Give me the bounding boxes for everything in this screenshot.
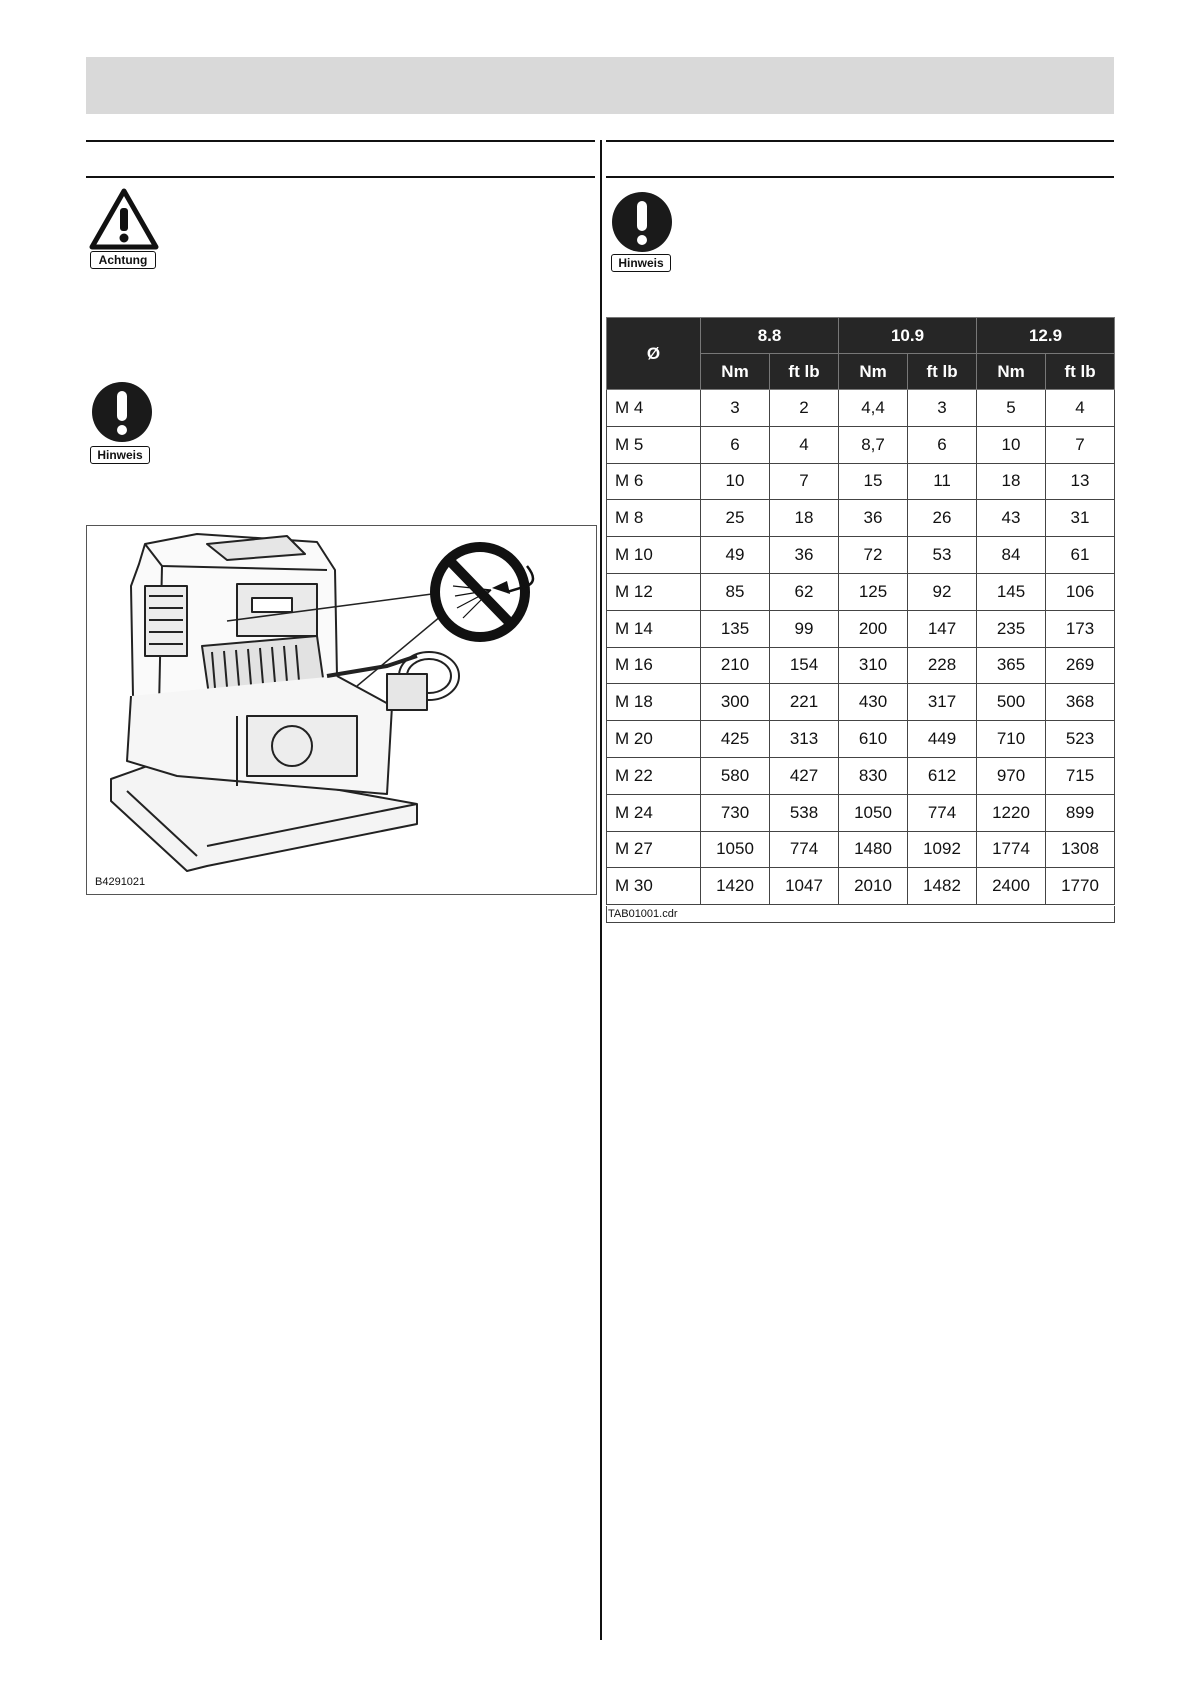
torque-value-cell: 899	[1046, 794, 1115, 831]
torque-value-cell: 1308	[1046, 831, 1115, 868]
table-row	[607, 610, 1115, 647]
torque-value-cell: 3	[908, 390, 977, 427]
torque-value-cell: 612	[908, 757, 977, 794]
torque-value-cell: 7	[1046, 426, 1115, 463]
torque-value-cell: 830	[839, 757, 908, 794]
torque-value-cell: 313	[770, 721, 839, 758]
torque-value-cell: 135	[701, 610, 770, 647]
torque-value-cell: 269	[1046, 647, 1115, 684]
torque-value-cell: 26	[908, 500, 977, 537]
torque-value-cell: 715	[1046, 757, 1115, 794]
torque-value-cell: 1047	[770, 868, 839, 905]
torque-table	[606, 317, 1115, 905]
torque-value-cell: 2	[770, 390, 839, 427]
table-row	[607, 794, 1115, 831]
unit-header: Nm	[977, 354, 1046, 390]
torque-value-cell: 774	[770, 831, 839, 868]
torque-value-cell: 106	[1046, 573, 1115, 610]
torque-value-cell: 62	[770, 573, 839, 610]
table-row	[607, 721, 1115, 758]
grade-header: 10.9	[839, 318, 977, 354]
left-second-rule	[86, 176, 595, 178]
right-top-rule	[606, 140, 1114, 142]
torque-value-cell: 774	[908, 794, 977, 831]
table-row	[607, 757, 1115, 794]
torque-value-cell: 154	[770, 647, 839, 684]
table-row	[607, 390, 1115, 427]
unit-header: ft lb	[1046, 354, 1115, 390]
figure-caption: B4291021	[95, 876, 146, 888]
torque-value-cell: 11	[908, 463, 977, 500]
table-row	[607, 647, 1115, 684]
torque-value-cell: 1480	[839, 831, 908, 868]
torque-value-cell: 1220	[977, 794, 1046, 831]
torque-value-cell: 1482	[908, 868, 977, 905]
torque-value-cell: 235	[977, 610, 1046, 647]
torque-value-cell: 200	[839, 610, 908, 647]
table-row	[607, 537, 1115, 574]
torque-value-cell: 3	[701, 390, 770, 427]
notice-sign-right	[609, 190, 675, 276]
bolt-size-cell: M 8	[607, 500, 701, 537]
table-row	[607, 573, 1115, 610]
torque-value-cell: 147	[908, 610, 977, 647]
bolt-size-cell: M 10	[607, 537, 701, 574]
torque-value-cell: 221	[770, 684, 839, 721]
table-row	[607, 426, 1115, 463]
plate-compactor-illustration	[87, 526, 596, 894]
torque-value-cell: 72	[839, 537, 908, 574]
unit-header: Nm	[701, 354, 770, 390]
torque-value-cell: 4	[1046, 390, 1115, 427]
torque-table-body	[607, 390, 1115, 905]
torque-value-cell: 610	[839, 721, 908, 758]
torque-value-cell: 125	[839, 573, 908, 610]
bolt-size-cell: M 16	[607, 647, 701, 684]
torque-value-cell: 49	[701, 537, 770, 574]
torque-value-cell: 1050	[701, 831, 770, 868]
notice-label-left: Hinweis	[90, 446, 150, 464]
no-water-spray-icon	[435, 547, 533, 637]
torque-value-cell: 10	[701, 463, 770, 500]
unit-header: ft lb	[908, 354, 977, 390]
bolt-size-cell: M 14	[607, 610, 701, 647]
torque-value-cell: 31	[1046, 500, 1115, 537]
torque-value-cell: 580	[701, 757, 770, 794]
table-row	[607, 463, 1115, 500]
torque-value-cell: 36	[770, 537, 839, 574]
torque-value-cell: 43	[977, 500, 1046, 537]
torque-value-cell: 61	[1046, 537, 1115, 574]
torque-value-cell: 1420	[701, 868, 770, 905]
grade-header-row	[607, 318, 1115, 354]
table-row	[607, 684, 1115, 721]
torque-value-cell: 1050	[839, 794, 908, 831]
bolt-size-cell: M 4	[607, 390, 701, 427]
bolt-diameter-header: Ø	[607, 318, 701, 390]
torque-value-cell: 15	[839, 463, 908, 500]
torque-value-cell: 2400	[977, 868, 1046, 905]
torque-value-cell: 36	[839, 500, 908, 537]
table-row	[607, 500, 1115, 537]
torque-value-cell: 145	[977, 573, 1046, 610]
warning-label: Achtung	[90, 251, 156, 269]
notice-label-right: Hinweis	[611, 254, 671, 272]
torque-value-cell: 425	[701, 721, 770, 758]
torque-value-cell: 25	[701, 500, 770, 537]
machine-figure	[86, 525, 597, 895]
torque-value-cell: 300	[701, 684, 770, 721]
torque-value-cell: 173	[1046, 610, 1115, 647]
bolt-size-cell: M 6	[607, 463, 701, 500]
torque-value-cell: 1770	[1046, 868, 1115, 905]
torque-value-cell: 449	[908, 721, 977, 758]
torque-value-cell: 99	[770, 610, 839, 647]
torque-value-cell: 10	[977, 426, 1046, 463]
torque-value-cell: 6	[908, 426, 977, 463]
torque-value-cell: 1092	[908, 831, 977, 868]
torque-value-cell: 523	[1046, 721, 1115, 758]
bolt-size-cell: M 30	[607, 868, 701, 905]
torque-value-cell: 2010	[839, 868, 908, 905]
torque-value-cell: 317	[908, 684, 977, 721]
column-divider	[600, 140, 602, 1640]
table-caption: TAB01001.cdr	[606, 906, 1115, 923]
exclamation-circle-icon	[90, 380, 154, 444]
unit-header: Nm	[839, 354, 908, 390]
torque-value-cell: 210	[701, 647, 770, 684]
torque-value-cell: 53	[908, 537, 977, 574]
table-row	[607, 868, 1115, 905]
torque-value-cell: 18	[977, 463, 1046, 500]
right-second-rule	[606, 176, 1114, 178]
torque-value-cell: 7	[770, 463, 839, 500]
torque-value-cell: 84	[977, 537, 1046, 574]
torque-value-cell: 4	[770, 426, 839, 463]
torque-value-cell: 85	[701, 573, 770, 610]
bolt-size-cell: M 20	[607, 721, 701, 758]
torque-value-cell: 4,4	[839, 390, 908, 427]
grade-header: 12.9	[977, 318, 1115, 354]
torque-value-cell: 18	[770, 500, 839, 537]
left-top-rule	[86, 140, 595, 142]
warning-sign	[88, 188, 160, 270]
torque-value-cell: 5	[977, 390, 1046, 427]
bolt-size-cell: M 18	[607, 684, 701, 721]
torque-value-cell: 6	[701, 426, 770, 463]
torque-value-cell: 92	[908, 573, 977, 610]
torque-value-cell: 1774	[977, 831, 1046, 868]
torque-value-cell: 430	[839, 684, 908, 721]
torque-value-cell: 970	[977, 757, 1046, 794]
notice-sign-left	[88, 380, 154, 466]
bolt-size-cell: M 22	[607, 757, 701, 794]
grade-header: 8.8	[701, 318, 839, 354]
torque-value-cell: 427	[770, 757, 839, 794]
bolt-size-cell: M 12	[607, 573, 701, 610]
exclamation-circle-icon	[610, 190, 674, 254]
torque-value-cell: 710	[977, 721, 1046, 758]
torque-value-cell: 500	[977, 684, 1046, 721]
unit-header: ft lb	[770, 354, 839, 390]
torque-value-cell: 368	[1046, 684, 1115, 721]
torque-value-cell: 730	[701, 794, 770, 831]
page-header-band	[86, 57, 1114, 114]
torque-value-cell: 228	[908, 647, 977, 684]
torque-value-cell: 310	[839, 647, 908, 684]
torque-value-cell: 13	[1046, 463, 1115, 500]
bolt-size-cell: M 24	[607, 794, 701, 831]
torque-value-cell: 8,7	[839, 426, 908, 463]
table-row	[607, 831, 1115, 868]
warning-triangle-icon	[89, 188, 159, 250]
bolt-size-cell: M 5	[607, 426, 701, 463]
torque-value-cell: 538	[770, 794, 839, 831]
torque-value-cell: 365	[977, 647, 1046, 684]
bolt-size-cell: M 27	[607, 831, 701, 868]
